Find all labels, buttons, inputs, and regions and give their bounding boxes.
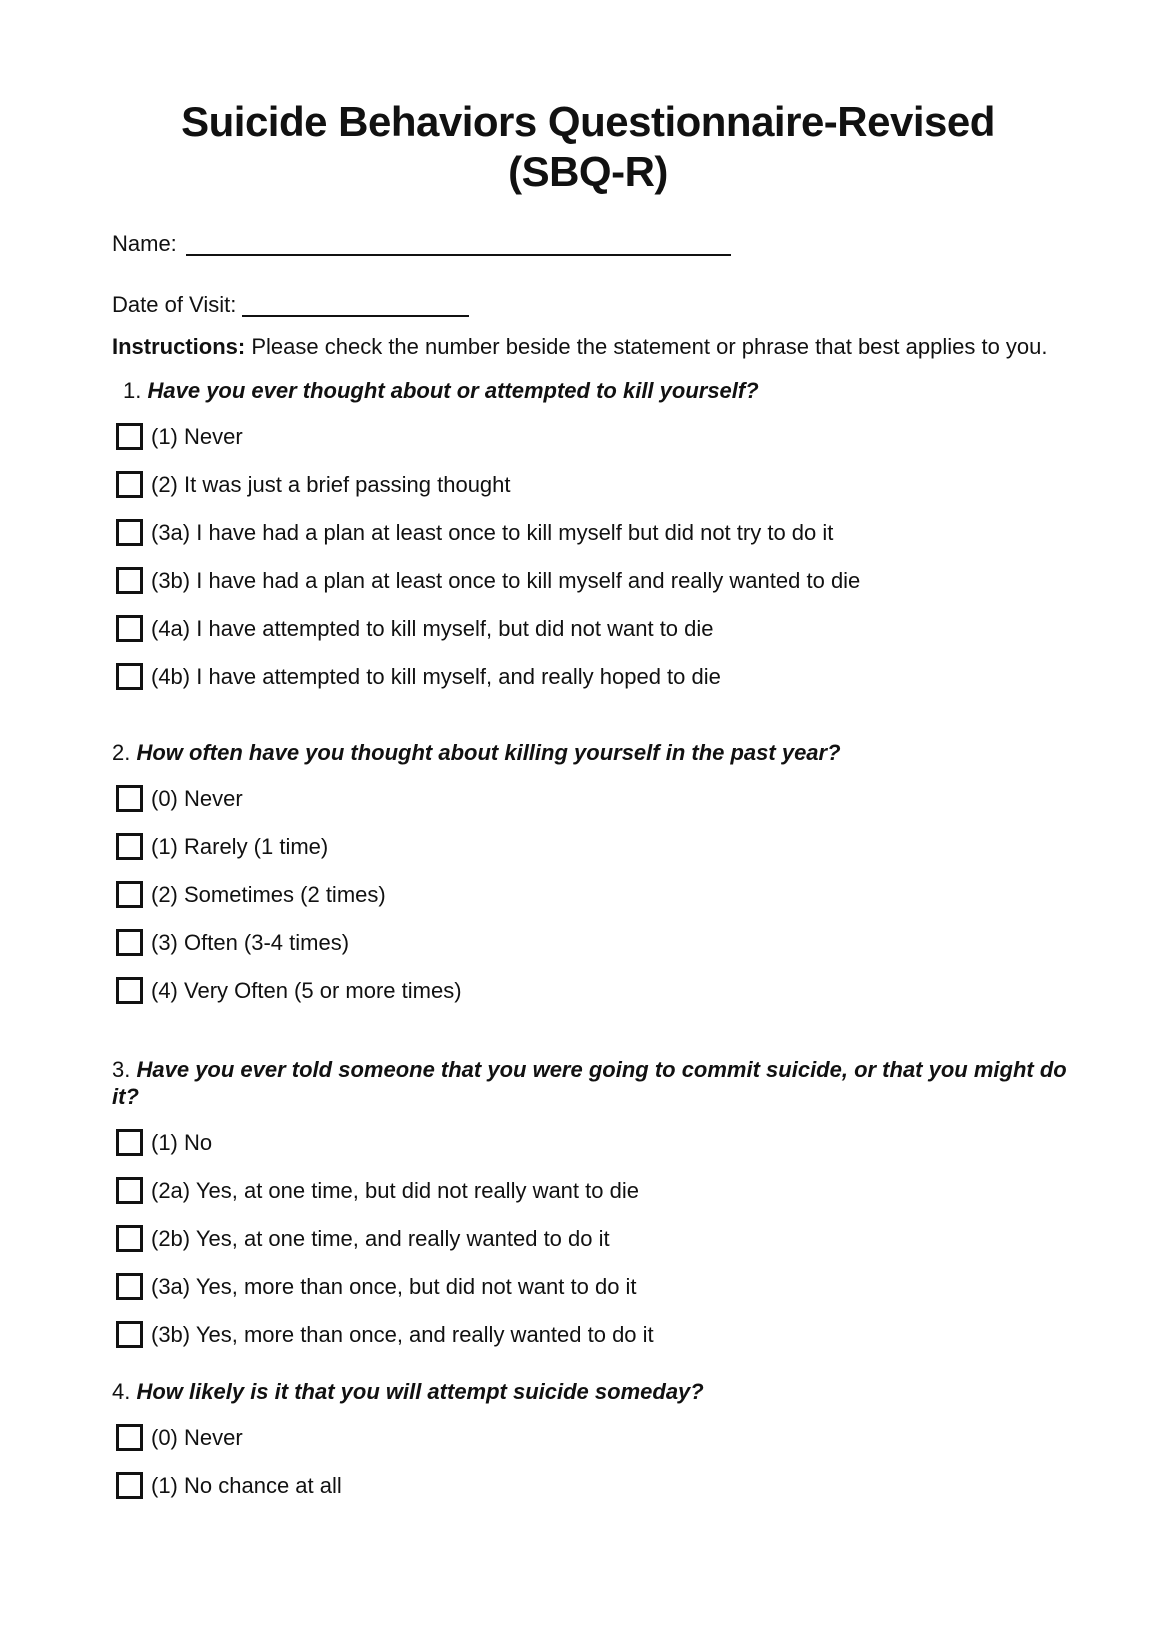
question-number: 3. xyxy=(112,1057,131,1082)
option-label: (1) Rarely (1 time) xyxy=(151,834,329,859)
question-text: How likely is it that you will attempt suicide someday? xyxy=(136,1379,704,1404)
option-row xyxy=(112,1321,1176,1348)
option-checkbox[interactable] xyxy=(116,1129,143,1156)
option-checkbox[interactable] xyxy=(116,1321,143,1348)
option-checkbox[interactable] xyxy=(116,785,143,812)
option-label: (0) Never xyxy=(151,1425,243,1450)
option-checkbox[interactable] xyxy=(116,1225,143,1252)
option-label: (3b) Yes, more than once, and really wanted to do it xyxy=(151,1322,654,1347)
option-label: (3b) I have had a plan at least once to kill myself and really wanted to die xyxy=(151,568,861,593)
option-row xyxy=(112,567,1176,594)
question-block xyxy=(112,377,1176,690)
option-row xyxy=(112,663,1176,690)
option-checkbox[interactable] xyxy=(116,1472,143,1499)
option-checkbox[interactable] xyxy=(116,471,143,498)
question-text: Have you ever thought about or attempted to kill yourself? xyxy=(147,378,759,403)
option-checkbox[interactable] xyxy=(116,1424,143,1451)
option-checkbox[interactable] xyxy=(116,663,143,690)
option-checkbox[interactable] xyxy=(116,519,143,546)
option-row xyxy=(112,977,1176,1004)
name-label: Name: xyxy=(112,231,177,256)
question-text: How often have you thought about killing yourself in the past year? xyxy=(136,740,841,765)
page-title xyxy=(0,0,1176,197)
date-of-visit-input-line[interactable] xyxy=(242,291,469,317)
option-label: (0) Never xyxy=(151,786,243,811)
option-label: (4) Very Often (5 or more times) xyxy=(151,978,462,1003)
question-heading xyxy=(112,1378,1070,1405)
instructions-text: Please check the number beside the statement or phrase that best applies to you. xyxy=(251,334,1048,359)
option-label: (1) No chance at all xyxy=(151,1473,342,1498)
questions-list xyxy=(112,377,1176,1499)
question-heading xyxy=(112,1056,1070,1110)
question-number: 1. xyxy=(123,378,142,403)
page-title-line1: Suicide Behaviors Questionnaire-Revised xyxy=(181,98,995,145)
option-label: (1) No xyxy=(151,1130,213,1155)
option-row xyxy=(112,1129,1176,1156)
option-label: (2b) Yes, at one time, and really wanted to do it xyxy=(151,1226,610,1251)
question-block xyxy=(112,739,1176,1004)
option-row xyxy=(112,1472,1176,1499)
option-row xyxy=(112,471,1176,498)
option-row xyxy=(112,1273,1176,1300)
question-block xyxy=(112,1378,1176,1499)
option-label: (3a) I have had a plan at least once to kill myself but did not try to do it xyxy=(151,520,834,545)
question-block xyxy=(112,1056,1176,1348)
option-row xyxy=(112,881,1176,908)
instructions-paragraph xyxy=(112,333,1070,360)
option-checkbox[interactable] xyxy=(116,567,143,594)
option-checkbox[interactable] xyxy=(116,1273,143,1300)
option-row xyxy=(112,519,1176,546)
option-checkbox[interactable] xyxy=(116,929,143,956)
option-label: (2) It was just a brief passing thought xyxy=(151,472,511,497)
page-title-line2: (SBQ-R) xyxy=(508,148,668,195)
option-label: (2) Sometimes (2 times) xyxy=(151,882,386,907)
option-checkbox[interactable] xyxy=(116,423,143,450)
name-input-line[interactable] xyxy=(186,230,731,256)
option-row xyxy=(112,1225,1176,1252)
option-checkbox[interactable] xyxy=(116,833,143,860)
question-number: 4. xyxy=(112,1379,131,1404)
option-label: (3a) Yes, more than once, but did not want to do it xyxy=(151,1274,637,1299)
option-row xyxy=(112,785,1176,812)
option-row xyxy=(112,1177,1176,1204)
question-text: Have you ever told someone that you were going to commit suicide, or that you might do it? xyxy=(112,1057,1067,1109)
option-checkbox[interactable] xyxy=(116,881,143,908)
option-label: (4b) I have attempted to kill myself, and really hoped to die xyxy=(151,664,721,689)
option-label: (3) Often (3-4 times) xyxy=(151,930,350,955)
option-label: (4a) I have attempted to kill myself, but did not want to die xyxy=(151,616,714,641)
option-label: (2a) Yes, at one time, but did not really want to die xyxy=(151,1178,639,1203)
option-row xyxy=(112,423,1176,450)
question-heading xyxy=(112,377,1081,404)
option-row xyxy=(112,1424,1176,1451)
question-number: 2. xyxy=(112,740,131,765)
option-row xyxy=(112,833,1176,860)
question-heading xyxy=(112,739,1070,766)
name-field-row xyxy=(112,230,1176,257)
date-field-row xyxy=(112,291,1176,318)
instructions-label: Instructions: xyxy=(112,334,246,359)
option-row xyxy=(112,615,1176,642)
date-of-visit-label: Date of Visit: xyxy=(112,292,237,317)
option-label: (1) Never xyxy=(151,424,243,449)
option-row xyxy=(112,929,1176,956)
option-checkbox[interactable] xyxy=(116,977,143,1004)
option-checkbox[interactable] xyxy=(116,1177,143,1204)
option-checkbox[interactable] xyxy=(116,615,143,642)
